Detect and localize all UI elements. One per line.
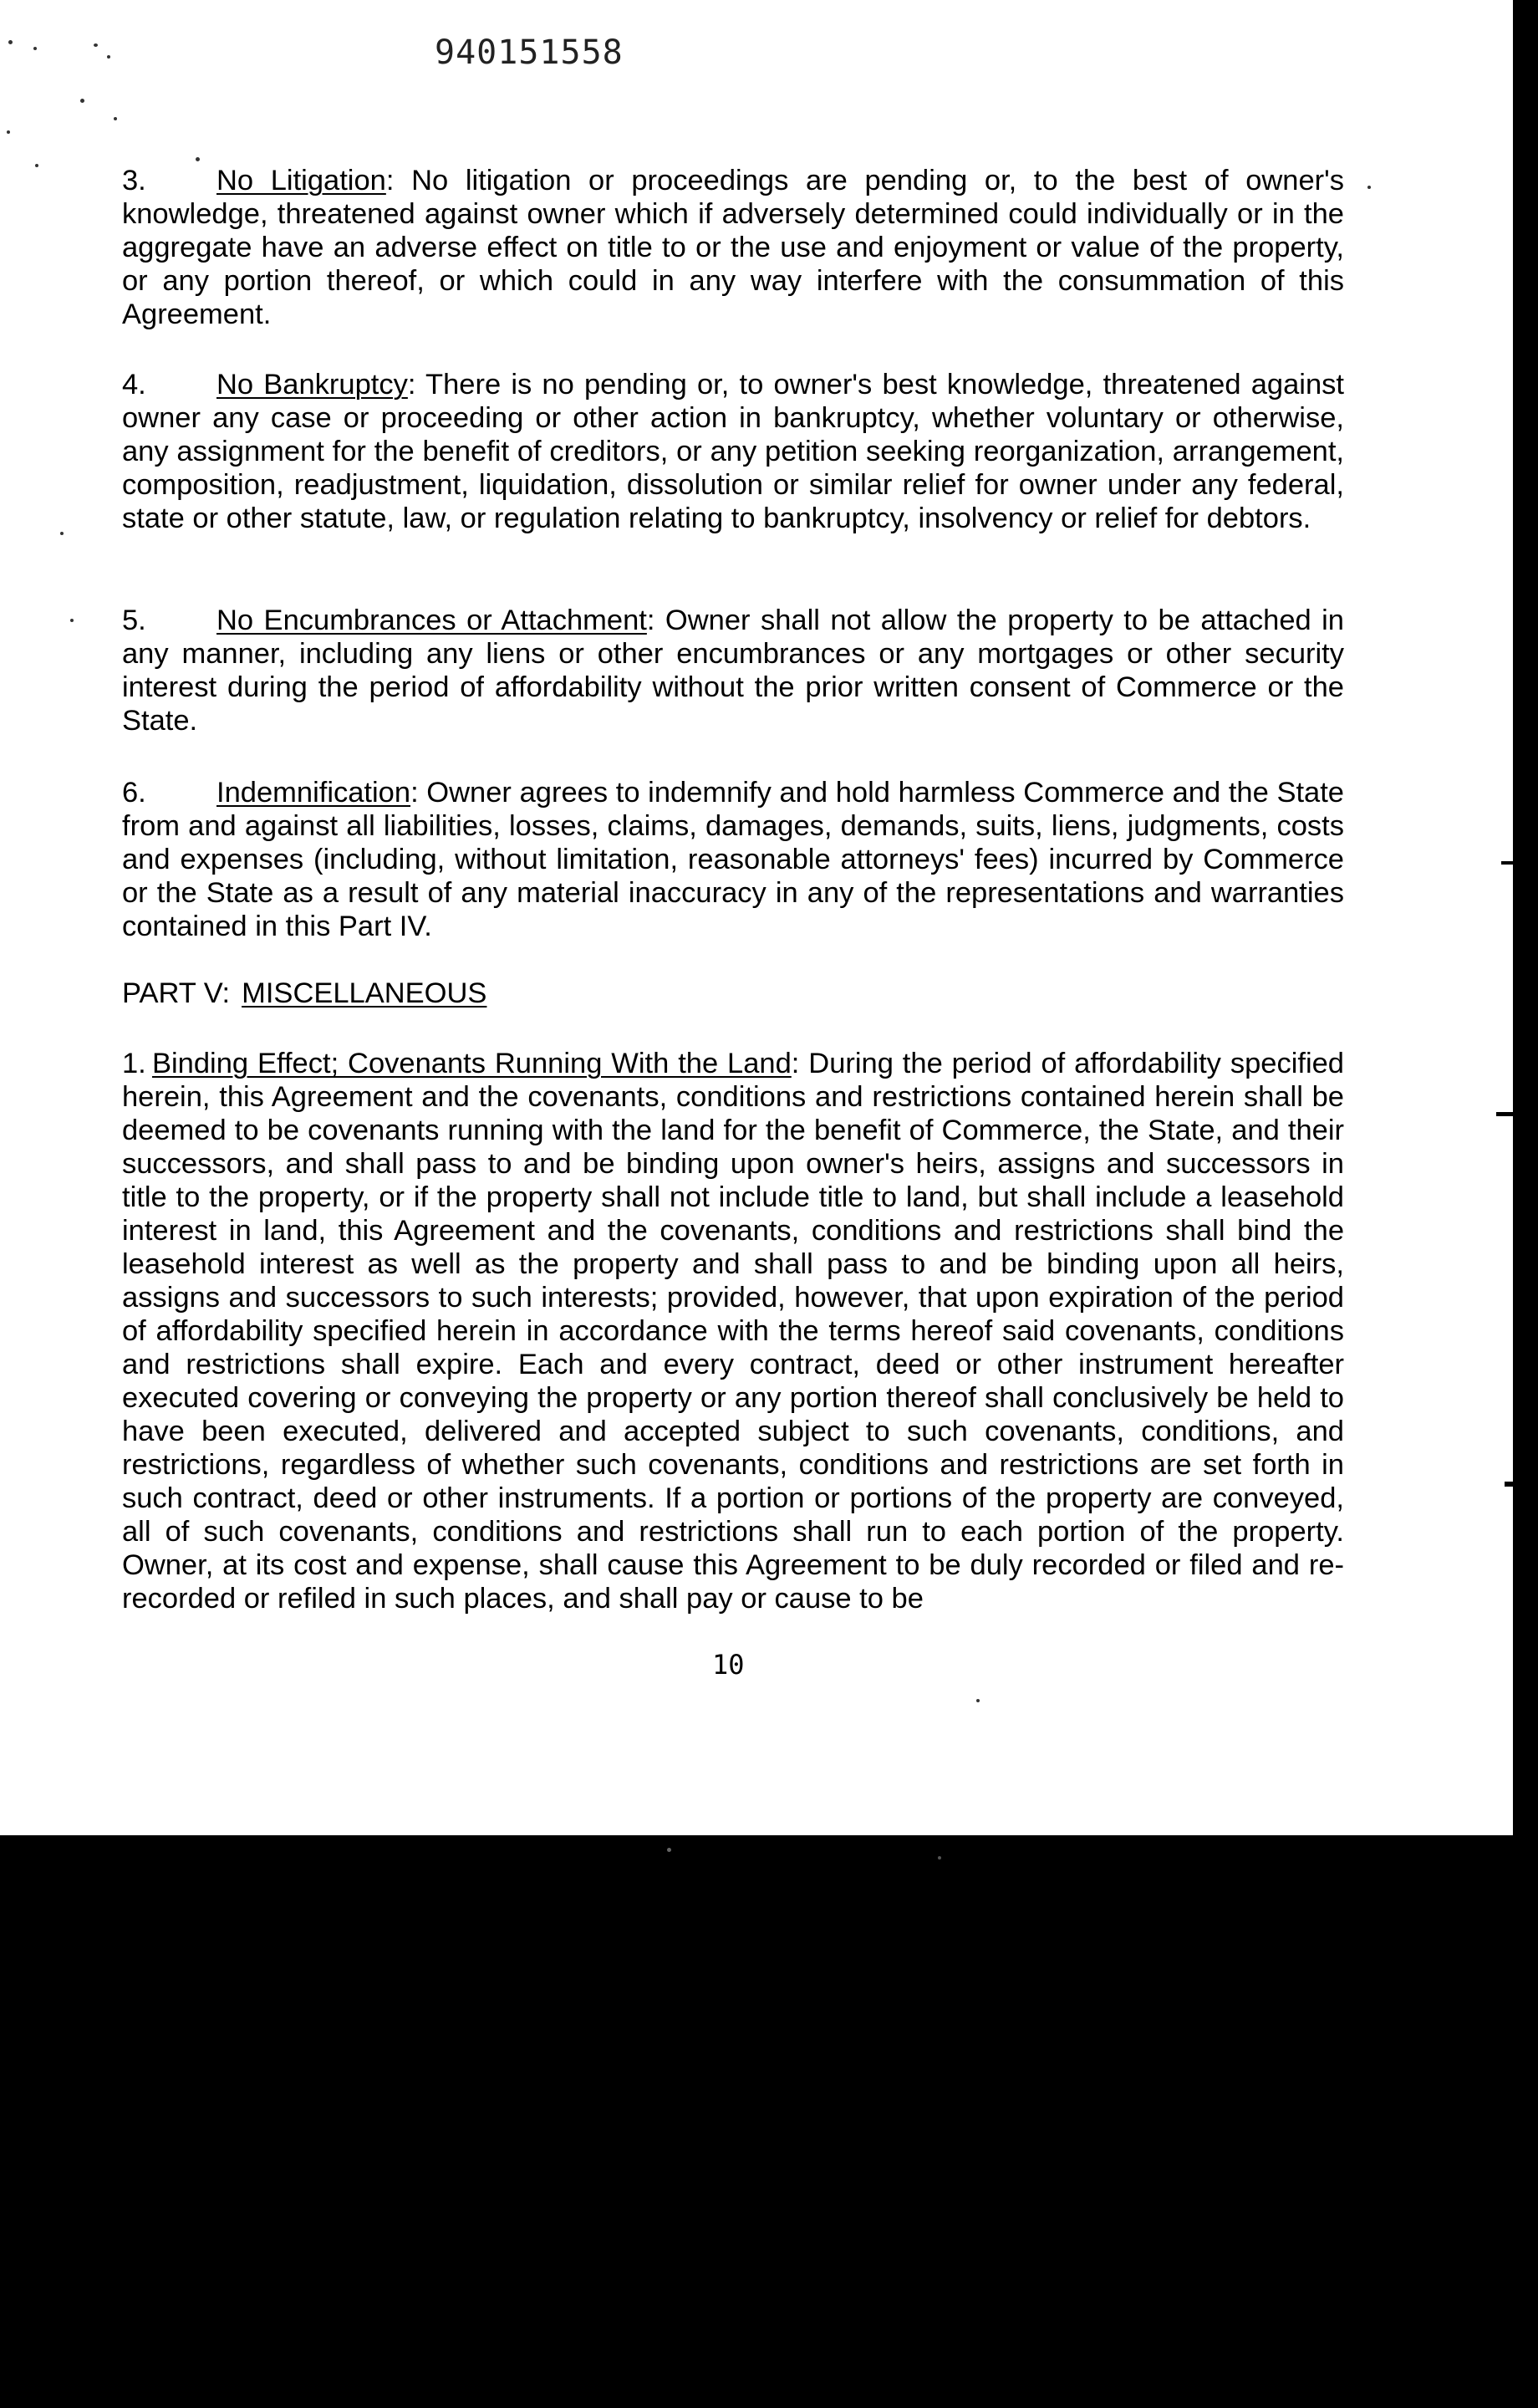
scan-speck — [1367, 186, 1371, 189]
section-number: 6. — [122, 777, 146, 809]
section-no-bankruptcy — [122, 368, 1344, 535]
section-title: Indemnification — [216, 777, 411, 809]
scan-speck — [114, 117, 117, 120]
section-text: : Owner shall not allow the property to be attached in any manner, including any liens or other encumbrances or any mortgages or other security interest during the period of affordability without the prior written consent of Commerce or the State. — [122, 605, 1344, 737]
document-number: 940151558 — [435, 33, 624, 72]
scan-speck — [33, 47, 37, 50]
scan-speck — [7, 130, 10, 134]
section-text: : There is no pending or, to owner's best knowledge, threatened against owner any case or proceeding or other action in bankruptcy, whether voluntary or otherwise, any assignment for the benefit of creditors, or any petition seeking reorganization, arrangement, composition, readjustment, liquidation, dissolution or similar relief for owner under any federal, state or other statute, law, or regulation relating to bankruptcy, insolvency or relief for debtors. — [122, 369, 1344, 534]
scan-speck — [667, 1848, 671, 1852]
section-no-encumbrances — [122, 604, 1344, 737]
scan-speck — [80, 99, 84, 103]
section-text: : During the period of affordability specified herein, this Agreement and the covenants, conditions and restrictions contained herein shall be deemed to be covenants running with the land for the benefit of Commerce, the State, and their successors, and shall pass to and be binding upon owner's heirs, assigns and successors in title to the property, or if the property shall not include title to land, but shall include a leasehold interest in land, this Agreement and the covenants, conditions and restrictions shall bind the leasehold interest as well as the property and shall pass to and be binding upon all heirs, assigns and successors to such interests; provided, however, that upon expiration of the period of affordability specified herein in accordance with the terms hereof said covenants, conditions and restrictions shall expire. Each and every contract, deed or other instrument hereafter executed covering or conveying the property or any portion thereof shall conclusively be held to have been executed, delivered and accepted subject to such covenants, conditions, and restrictions, regardless of whether such covenants, conditions and restrictions are set forth in such contract, deed or other instruments. If a portion or portions of the property are conveyed, all of such covenants, conditions and restrictions shall run to each portion of the property. Owner, at its cost and expense, shall cause this Agreement to be duly recorded or filed and re-recorded or refiled in such places, and shall pay or cause to be — [122, 1048, 1344, 1615]
section-number: 1. — [122, 1048, 146, 1079]
section-title: No Bankruptcy — [216, 369, 408, 400]
section-number: 5. — [122, 605, 146, 636]
part-title: MISCELLANEOUS — [242, 977, 487, 1009]
page-number: 10 — [712, 1649, 745, 1681]
part-heading — [122, 977, 486, 1010]
section-title: Binding Effect; Covenants Running With the Land — [152, 1048, 792, 1079]
scan-speck — [107, 55, 110, 59]
section-title: No Encumbrances or Attachment — [216, 605, 647, 636]
section-no-litigation — [122, 164, 1344, 331]
edge-mark — [1496, 1112, 1513, 1116]
section-binding-effect — [122, 1047, 1344, 1615]
scan-speck — [976, 1699, 980, 1702]
section-number: 4. — [122, 369, 146, 400]
scan-speck — [70, 619, 74, 622]
edge-mark — [1501, 861, 1513, 865]
scan-speck — [938, 1856, 941, 1860]
section-text: : Owner agrees to indemnify and hold harmless Commerce and the State from and against all liabilities, losses, claims, damages, demands, suits, liens, judgments, costs and expenses (including, without limitation, reasonable attorneys' fees) incurred by Commerce or the State as a result of any material inaccuracy in any of the representations and warranties contained in this Part IV. — [122, 777, 1344, 942]
scan-speck — [8, 40, 13, 44]
scan-speck — [35, 164, 38, 167]
scan-speck — [196, 157, 200, 161]
section-indemnification — [122, 776, 1344, 943]
section-text: : No litigation or proceedings are pending or, to the best of owner's knowledge, threatened against owner which if adversely determined could individually or in the aggregate have an adverse effect on title to or the use and enjoyment or value of the property, or any portion thereof, or which could in any way interfere with the consummation of this Agreement. — [122, 165, 1344, 330]
scan-speck — [94, 43, 98, 47]
part-label: PART V: — [122, 977, 231, 1009]
section-title: No Litigation — [216, 165, 386, 196]
section-number: 3. — [122, 165, 146, 196]
edge-mark — [1505, 1482, 1513, 1487]
scan-speck — [60, 532, 64, 535]
